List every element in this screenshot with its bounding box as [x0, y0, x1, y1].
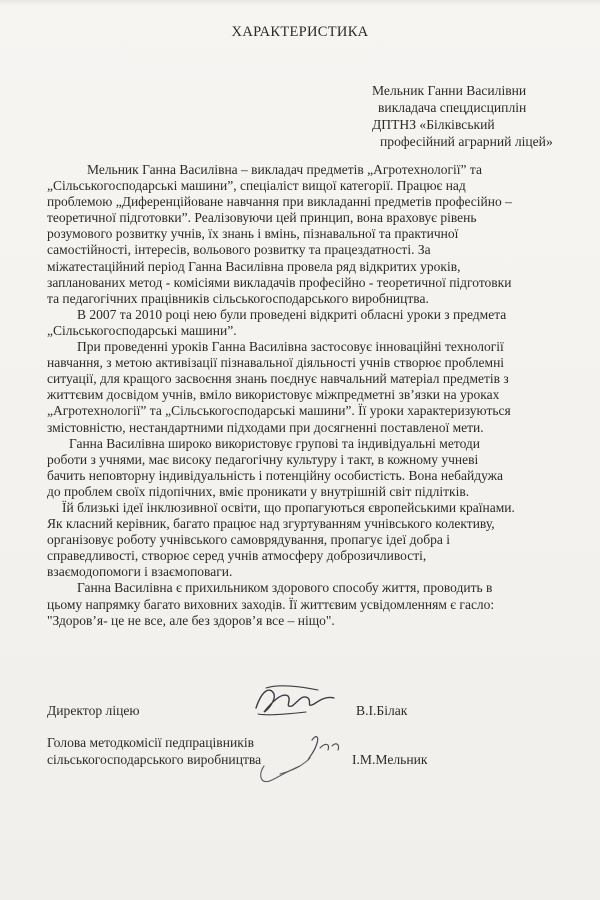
body-line: роботи з учнями, має високу педагогічну культуру і такт, в кожному учневі: [47, 451, 479, 467]
body-line: В 2007 та 2010 році нею були проведені відкриті обласні уроки з предмета: [77, 306, 507, 322]
body-line: „Сільськогосподарські машини”, спеціаліст вищої категорії. Працює над: [47, 178, 466, 194]
addressee-institution-cont: професійний аграрний ліцей»: [380, 134, 553, 149]
body-line: взаємодопомоги і взаємоповаги.: [47, 564, 233, 580]
body-line: Ганна Василівна широко використовує групові та індивідуальні методи: [69, 435, 481, 451]
body-line: При проведенні уроків Ганна Василівна застосовує інноваційні технології: [77, 339, 504, 355]
body-line: Як класний керівник, багато працює над згуртуванням учнівського колективу,: [47, 516, 495, 532]
director-title: Директор ліцею: [47, 703, 140, 718]
addressee-block: [372, 82, 553, 150]
body-line: до проблем своїх підопічних, вміє проникати у внутрішній світ підлітків.: [47, 483, 470, 499]
director-signature: [248, 680, 343, 722]
body-line: змістовністю, нестандартними підходами при досягненні поставленої мети.: [47, 419, 484, 435]
body-line: організовує роботу учнівського самоврядування, пропагує ідеї добра і: [47, 532, 451, 548]
addressee-name: Мельник Ганни Василівни: [372, 83, 527, 98]
addressee-position: викладача спецдисциплін: [378, 100, 527, 115]
body-line: життєвим досвідом учнів, вміло використовує міжпредметні зв’язки на уроках: [47, 387, 500, 403]
scan-edge: [0, 0, 600, 6]
head-title-line1: Голова методкомісії педпрацівників: [47, 735, 255, 750]
body-line: проблемою „Диференційоване навчання при викладанні предметів професійно –: [47, 194, 512, 210]
body-line: Мельник Ганна Василівна – викладач предметів „Агротехнології” та: [87, 162, 482, 177]
body-line: "Здоров’я- це не все, але без здоров’я все – ніщо".: [47, 612, 335, 628]
body-line: „Сільськогосподарські машини”.: [47, 322, 237, 338]
body-line: навчання, з метою активізації пізнавальної діяльності учнів створює проблемні: [47, 355, 505, 371]
body-line: „Агротехнології” та „Сільськогосподарські машини”. Її уроки характеризуються: [47, 403, 511, 419]
body-line: Їй близькі ідеї інклюзивної освіти, що пропагуються європейськими країнами.: [62, 499, 515, 515]
body-line: Ганна Василівна є прихильником здорового способу життя, проводить в: [77, 580, 493, 596]
body-line: самостійності, інтересів, вольового розвитку та працездатності. За: [47, 242, 431, 258]
head-title-line2: сільськогосподарського виробництва: [47, 752, 262, 767]
body-line: ситуації, для кращого засвоєння знань поєднує навчальний матеріал предметів з: [47, 371, 509, 387]
body-line: цьому напрямку багато виховних заходів. Її життєвим усвідомленням є гасло:: [47, 596, 495, 612]
director-name: В.І.Білак: [356, 703, 408, 718]
body-line: розумового розвитку учнів, їх знань і вмінь, пізнавальної та практичної: [47, 226, 459, 242]
body-line: та педагогічних працівників сільськогосподарського виробництва.: [47, 290, 429, 306]
body-line: запланованих метод - комісіями викладачів професійно - теоретичної підготовки: [47, 274, 512, 290]
document-title: ХАРАКТЕРИСТИКА: [231, 24, 369, 40]
body-line: міжатестаційний період Ганна Василівна провела ряд відкритих уроків,: [47, 258, 461, 274]
addressee-institution: ДПТНЗ «Білківський: [372, 117, 495, 132]
head-signature: [250, 730, 350, 790]
body-line: справедливості, створює серед учнів атмосферу доброзичливості,: [47, 548, 427, 564]
head-name: І.М.Мельник: [352, 752, 428, 767]
document-body: [47, 162, 547, 629]
body-line: теоретичної підготовки”. Реалізовуючи цей принцип, вона враховує рівень: [47, 210, 477, 226]
body-line: бачить неповторну індивідуальність і потенційну особистість. Вона небайдужа: [47, 467, 503, 483]
